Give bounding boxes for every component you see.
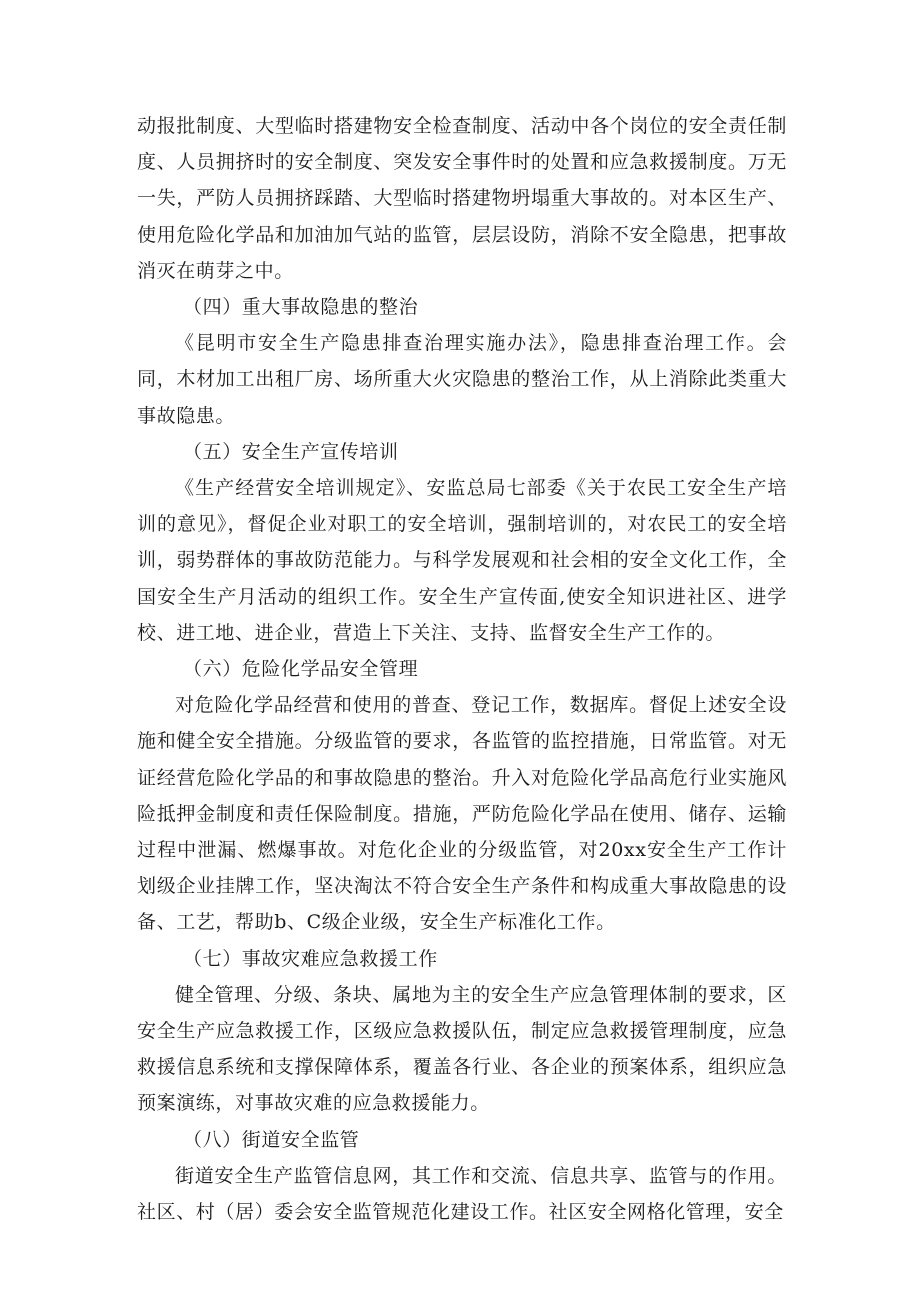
section-heading-5: （五）安全生产宣传培训 (183, 440, 399, 463)
paragraph-hazard-rectification: 《昆明市安全生产隐患排查治理实施办法》，隐患排查治理工作。会同，木材加工出租厂房、场所重大火灾隐患的整治工作，从上消除此类重大事故隐患。 (137, 332, 787, 427)
document-body (137, 108, 787, 1230)
paragraph-street-supervision: 街道安全生产监管信息网，其工作和交流、信息共享、监管与的作用。社区、村（居）委会安全监管规范化建设工作。社区安全网格化管理，安全 (137, 1164, 787, 1224)
section-heading-6: （六）危险化学品安全管理 (183, 658, 419, 681)
section-heading-7: （七）事故灾难应急救援工作 (183, 947, 438, 970)
paragraph-hazardous-chemicals: 对危险化学品经营和使用的普查、登记工作，数据库。督促上述安全设施和健全安全措施。分级监管的要求，各监管的监控措施，日常监管。对无证经营危险化学品的和事故隐患的整治。升入对危险化学品高危行业实施风险抵押金制度和责任保险制度。措施，严防危险化学品在使用、储存、运输过程中泄漏、燃爆事故。对危化企业的分级监管，对20xx安全生产工作计划级企业挂牌工作，坚决淘汰不符合安全生产条件和构成重大事故隐患的设备、工艺，帮助b、C级企业级，安全生产标准化工作。 (137, 694, 787, 934)
section-heading-8: （八）街道安全监管 (183, 1128, 360, 1151)
paragraph-continued: 动报批制度、大型临时搭建物安全检查制度、活动中各个岗位的安全责任制度、人员拥挤时的安全制度、突发安全事件时的处置和应急救援制度。万无一失，严防人员拥挤踩踏、大型临时搭建物坍塌重大事故的。对本区生产、使用危险化学品和加油加气站的监管，层层设防，消除不安全隐患，把事故消灭在萌芽之中。 (137, 115, 787, 282)
paragraph-emergency-rescue: 健全管理、分级、条块、属地为主的安全生产应急管理体制的要求，区安全生产应急救援工作，区级应急救援队伍，制定应急救援管理制度，应急救援信息系统和支撑保障体系，覆盖各行业、各企业的预案体系，组织应急预案演练，对事故灾难的应急救援能力。 (137, 983, 787, 1115)
section-heading-4: （四）重大事故隐患的整治 (183, 296, 419, 319)
paragraph-safety-training: 《生产经营安全培训规定》、安监总局七部委《关于农民工安全生产培训的意见》，督促企业对职工的安全培训，强制培训的，对农民工的安全培训，弱势群体的事故防范能力。与科学发展观和社会相的安全文化工作，全国安全生产月活动的组织工作。安全生产宣传面,使安全知识进社区、进学校、进工地、进企业，营造上下关注、支持、监督安全生产工作的。 (137, 477, 787, 644)
